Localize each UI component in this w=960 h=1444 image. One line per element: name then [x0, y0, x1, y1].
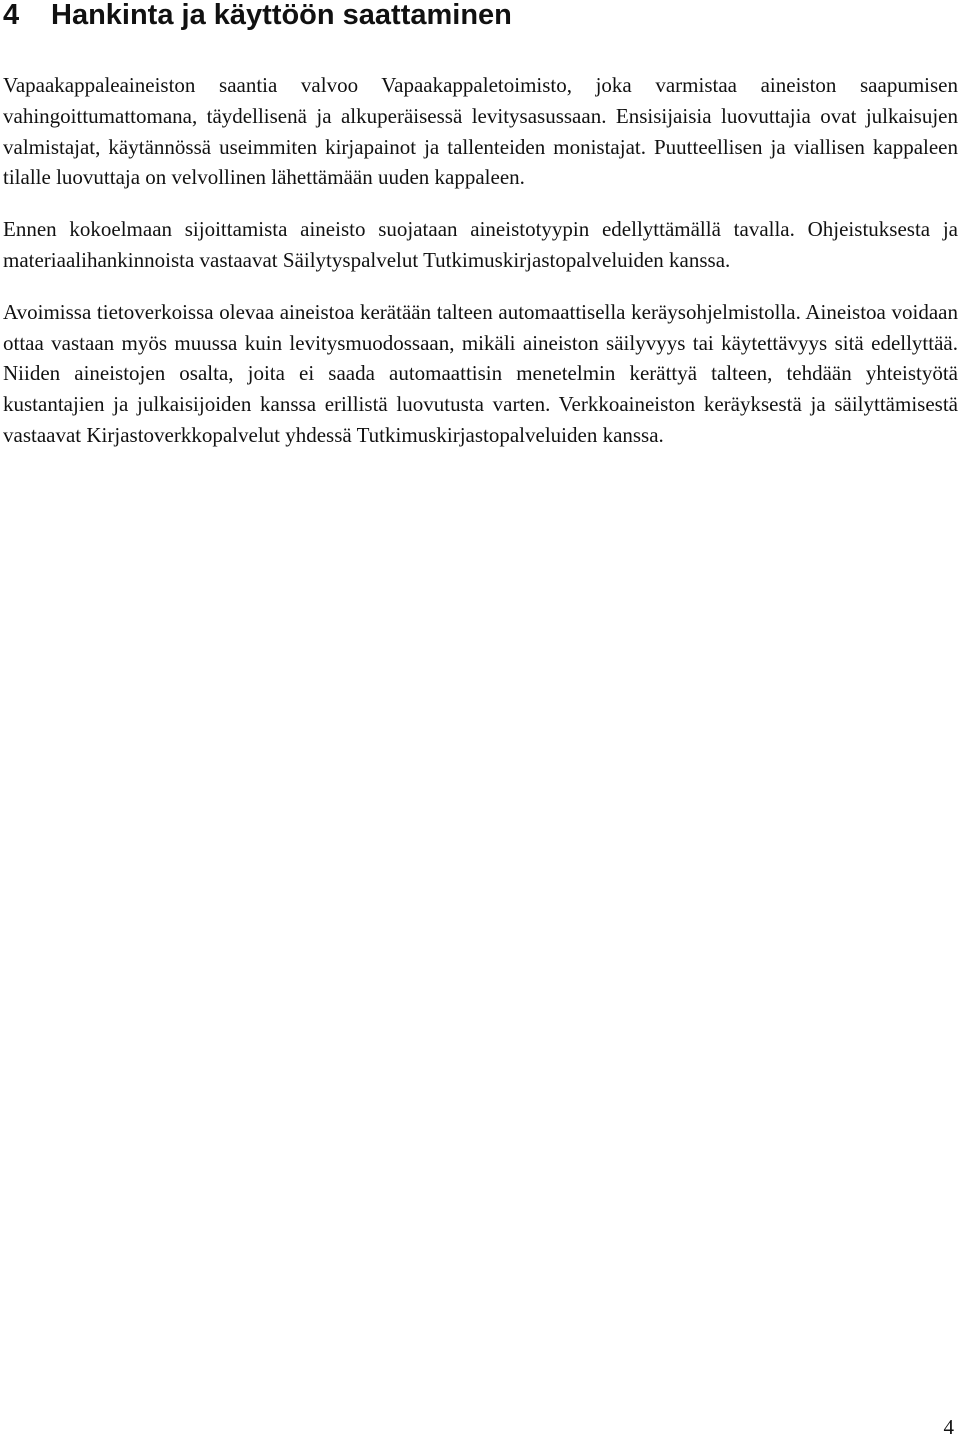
paragraph-web-harvesting: Avoimissa tietoverkoissa olevaa aineistoa kerätään talteen automaattisella keräysohjelmistolla. Aineistoa voidaan ottaa vastaan myös muussa kuin levitysmuodossaan, mikäli aineiston säilyvyys tai käytettävyys sitä edellyttää. Niiden aineistojen osalta, joita ei saada automaattisin menetelmin kerättyä talteen, tehdään yhteistyötä kustantajien ja julkaisijoiden kanssa erillistä luovutusta varten. Verkkoaineiston keräyksestä ja säilyttämisestä vastaavat Kirjastoverkkopalvelut yhdessä Tutkimuskirjastopalveluiden kanssa. [3, 299, 958, 447]
page-number: 4 [943, 1415, 954, 1439]
paragraph-preservation-before-collection: Ennen kokoelmaan sijoittamista aineisto suojataan aineistotyypin edellyttämällä tavalla. Ohjeistuksesta ja materiaalihankinnoista vastaavat Säilytyspalvelut Tutkimuskirjastopalveluiden kanssa. [3, 217, 958, 272]
section-title: Hankinta ja käyttöön saattaminen [51, 0, 512, 31]
body-text [3, 70, 958, 451]
section-heading [3, 0, 512, 32]
paragraph-legal-deposit-supervision: Vapaakappaleaineiston saantia valvoo Vapaakappaletoimisto, joka varmistaa aineiston saapumisen vahingoittumattomana, täydellisenä ja alkuperäisessä levitysasussaan. Ensisijaisia luovuttajia ovat julkaisujen valmistajat, käytännössä useimmiten kirjapainot ja tallenteiden monistajat. Puutteellisen ja viallisen kappaleen tilalle luovuttaja on velvollinen lähettämään uuden kappaleen. [3, 73, 958, 190]
section-number: 4 [3, 0, 20, 31]
